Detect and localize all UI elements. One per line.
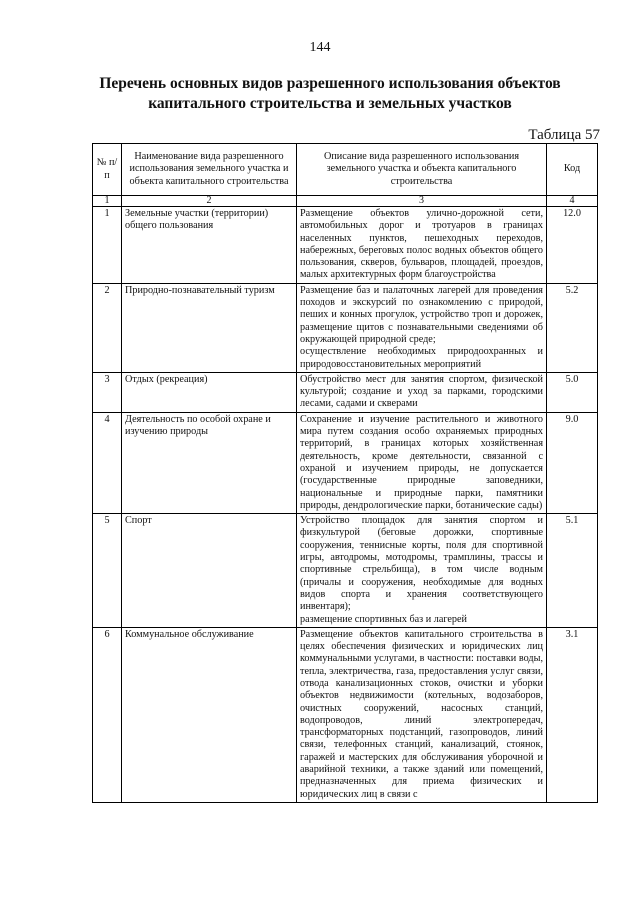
header-code: Код bbox=[547, 144, 598, 196]
column-number: 4 bbox=[547, 196, 598, 207]
row-number: 3 bbox=[93, 372, 122, 412]
use-type-code: 5.1 bbox=[547, 514, 598, 628]
description-paragraph: Обустройство мест для занятия спортом, физической культурой; создание и уход за парками, городскими лесами, садами и скверами bbox=[300, 373, 543, 410]
table-label: Таблица 57 bbox=[528, 127, 600, 143]
description-paragraph: Размещение баз и палаточных лагерей для проведения походов и экскурсий по ознакомлению с природой, пеших и конных прогулок, устройство троп и дорожек, размещение щитов с познавательными сведениями об окружающей природной среде; bbox=[300, 284, 543, 345]
use-type-description bbox=[297, 207, 547, 284]
description-paragraph: Размещение объектов капитального строительства в целях обеспечения физических и юридических лиц коммунальными услугами, в частности: поставки воды, тепла, электричества, газа, предоставления услуг связи, отвода канализационных стоков, очистки и уборки объектов недвижимости (котельных, водозаборов, очистных сооружений, насосных станций, водопроводов, линий электропередач, трансформаторных подстанций, газопроводов, линий связи, телефонных станций, канализаций, стоянок, гаражей и мастерских для обслуживания уборочной и аварийной техники, а также зданий или помещений, предназначенных для приема физических и юридических лиц в связи с bbox=[300, 628, 543, 800]
use-type-name: Земельные участки (территории) общего пользования bbox=[122, 207, 297, 284]
use-type-code: 5.0 bbox=[547, 372, 598, 412]
use-type-code: 3.1 bbox=[547, 627, 598, 802]
header-row bbox=[93, 144, 598, 196]
use-type-code: 5.2 bbox=[547, 283, 598, 372]
use-type-description bbox=[297, 283, 547, 372]
column-number: 1 bbox=[93, 196, 122, 207]
table-row bbox=[93, 372, 598, 412]
use-type-name: Отдых (рекреация) bbox=[122, 372, 297, 412]
use-type-name: Деятельность по особой охране и изучению природы bbox=[122, 412, 297, 513]
use-type-code: 9.0 bbox=[547, 412, 598, 513]
column-number-row bbox=[93, 196, 598, 207]
row-number: 1 bbox=[93, 207, 122, 284]
header-description: Описание вида разрешенного использования земельного участка и объекта капитального строительства bbox=[297, 144, 547, 196]
description-paragraph: размещение спортивных баз и лагерей bbox=[300, 613, 467, 625]
column-number: 3 bbox=[297, 196, 547, 207]
use-type-description bbox=[297, 514, 547, 628]
table-row bbox=[93, 412, 598, 513]
row-number: 5 bbox=[93, 514, 122, 628]
description-paragraph: Устройство площадок для занятия спортом и физкультурой (беговые дорожки, спортивные сооружения, теннисные корты, поля для спортивной игры, автодромы, мотодромы, трамплины, трассы и спортивные стрельбища), в том числе водным (причалы и сооружения, необходимые для водных видов спорта и хранения соответствующего инвентаря); bbox=[300, 515, 543, 613]
table-row bbox=[93, 627, 598, 802]
row-number: 6 bbox=[93, 627, 122, 802]
land-use-table bbox=[92, 143, 598, 803]
table-row bbox=[93, 283, 598, 372]
use-type-description bbox=[297, 412, 547, 513]
row-number: 2 bbox=[93, 283, 122, 372]
column-number: 2 bbox=[122, 196, 297, 207]
table-row bbox=[93, 514, 598, 628]
use-type-description bbox=[297, 372, 547, 412]
row-number: 4 bbox=[93, 412, 122, 513]
page-number: 144 bbox=[309, 40, 331, 55]
description-paragraph: Размещение объектов улично-дорожной сети, автомобильных дорог и тротуаров в границах населенных пунктов, пешеходных переходов, набережных, береговых полос водных объектов общего пользования, скверов, бульваров, площадей, проездов, малых архитектурных форм благоустройства bbox=[300, 208, 543, 281]
header-name: Наименование вида разрешенного использования земельного участка и объекта капитального строительства bbox=[122, 144, 297, 196]
use-type-name: Коммунальное обслуживание bbox=[122, 627, 297, 802]
use-type-code: 12.0 bbox=[547, 207, 598, 284]
description-paragraph: Сохранение и изучение растительного и животного мира путем создания особо охраняемых природных территорий, в границах которых хозяйственная деятельность, кроме деятельности, связанной с охраной и изучением природы, не допускается (государственные природные заповедники, национальные и природные парки, памятники природы, дендрологические парки, ботанические сады) bbox=[300, 413, 543, 511]
header-no: № п/п bbox=[93, 144, 122, 196]
description-paragraph: осуществление необходимых природоохранных и природовосстановительных мероприятий bbox=[300, 346, 543, 370]
use-type-name: Спорт bbox=[122, 514, 297, 628]
document-title: Перечень основных видов разрешенного использования объектов капитального строительства и земельных участков bbox=[99, 75, 561, 112]
use-type-name: Природно-познавательный туризм bbox=[122, 283, 297, 372]
table-row bbox=[93, 207, 598, 284]
use-type-description bbox=[297, 627, 547, 802]
